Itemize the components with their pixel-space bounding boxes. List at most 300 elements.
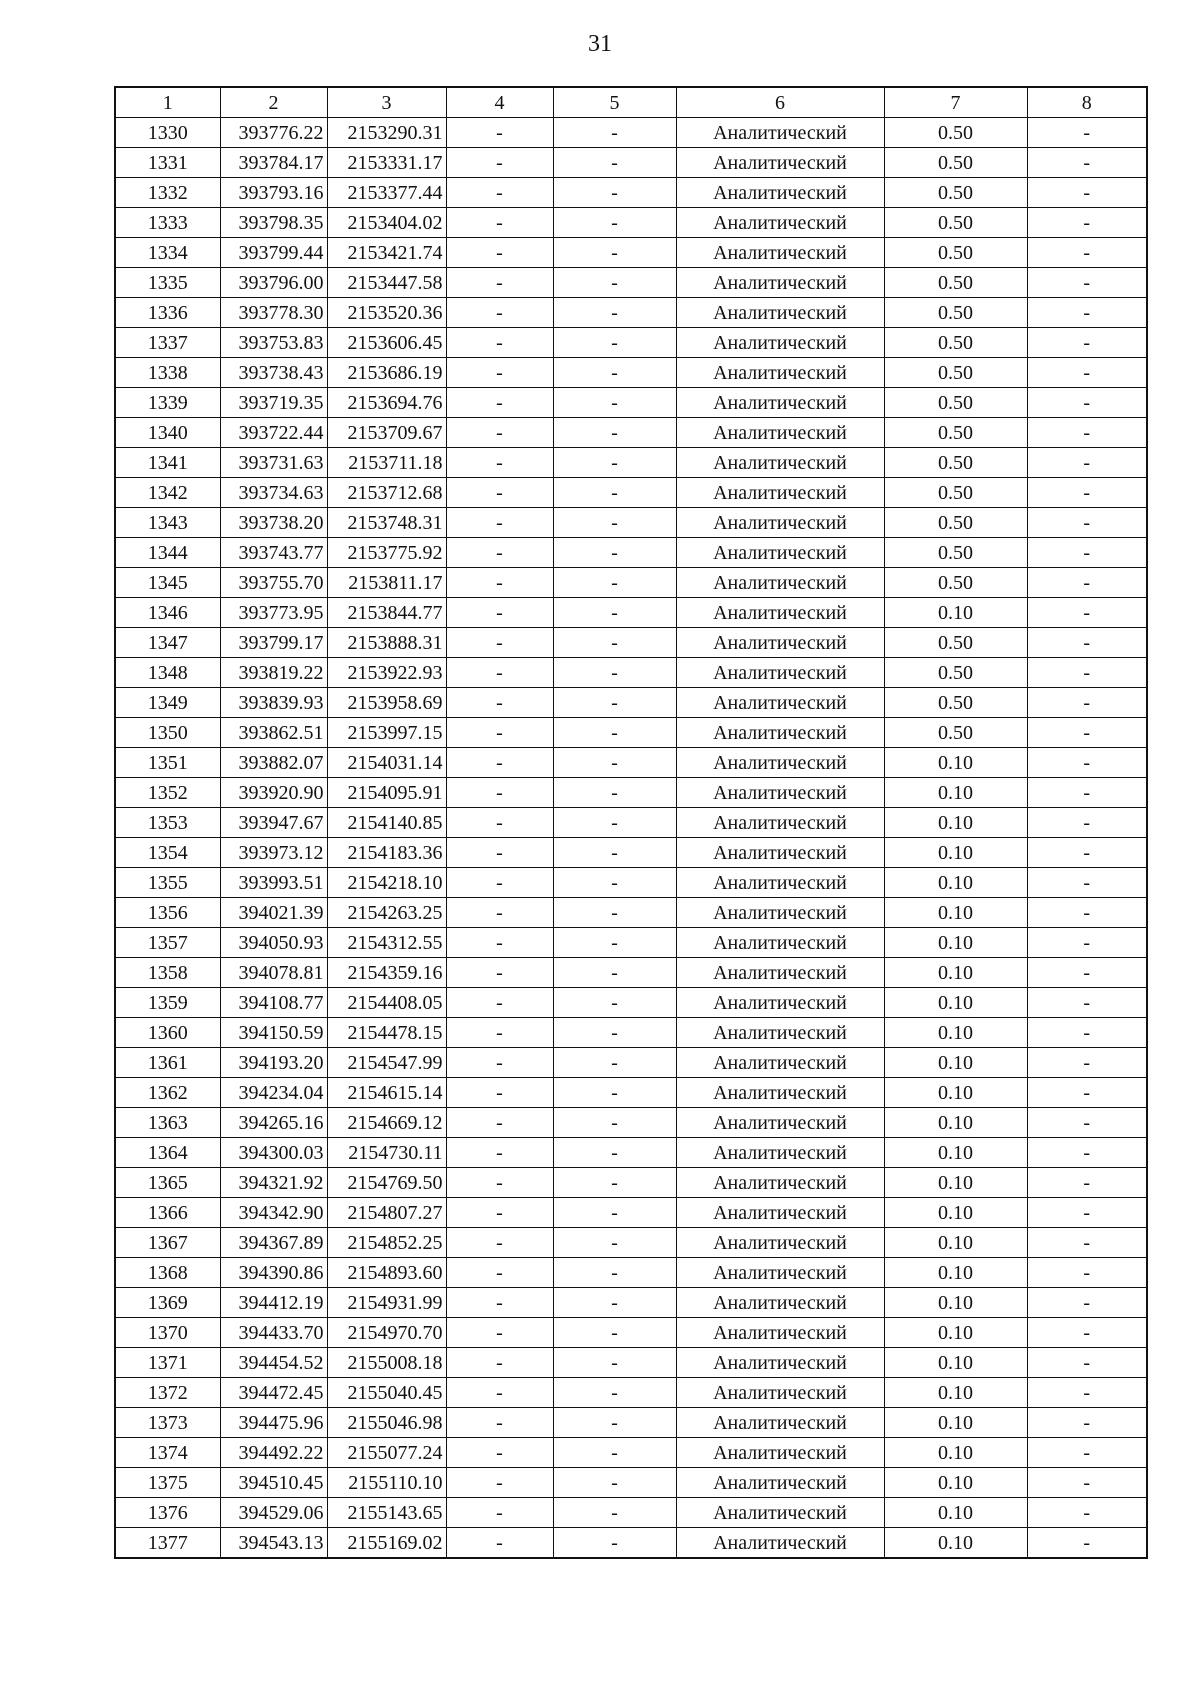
column-4-cell: - (446, 508, 553, 538)
point-number-cell: 1376 (115, 1498, 220, 1528)
x-coordinate-cell: 393819.22 (220, 658, 327, 688)
point-number-cell: 1347 (115, 628, 220, 658)
table-row (115, 178, 1147, 208)
table-header-row (115, 87, 1147, 118)
table-row (115, 1498, 1147, 1528)
point-number-cell: 1356 (115, 898, 220, 928)
column-8-cell: - (1027, 1468, 1147, 1498)
column-8-cell: - (1027, 388, 1147, 418)
point-number-cell: 1361 (115, 1048, 220, 1078)
x-coordinate-cell: 393773.95 (220, 598, 327, 628)
column-5-cell: - (553, 568, 676, 598)
y-coordinate-cell: 2153421.74 (327, 238, 446, 268)
method-cell: Аналитический (676, 448, 884, 478)
method-cell: Аналитический (676, 628, 884, 658)
column-8-cell: - (1027, 1498, 1147, 1528)
column-5-cell: - (553, 718, 676, 748)
column-4-cell: - (446, 778, 553, 808)
column-4-cell: - (446, 1018, 553, 1048)
accuracy-cell: 0.10 (884, 1318, 1027, 1348)
point-number-cell: 1375 (115, 1468, 220, 1498)
column-5-cell: - (553, 1018, 676, 1048)
accuracy-cell: 0.10 (884, 1348, 1027, 1378)
column-8-cell: - (1027, 1048, 1147, 1078)
accuracy-cell: 0.50 (884, 358, 1027, 388)
column-8-cell: - (1027, 268, 1147, 298)
table-row (115, 298, 1147, 328)
column-header: 2 (220, 87, 327, 118)
x-coordinate-cell: 394543.13 (220, 1528, 327, 1559)
method-cell: Аналитический (676, 1258, 884, 1288)
column-5-cell: - (553, 1498, 676, 1528)
column-8-cell: - (1027, 808, 1147, 838)
y-coordinate-cell: 2154263.25 (327, 898, 446, 928)
column-4-cell: - (446, 808, 553, 838)
column-8-cell: - (1027, 178, 1147, 208)
method-cell: Аналитический (676, 1138, 884, 1168)
column-4-cell: - (446, 898, 553, 928)
column-8-cell: - (1027, 1018, 1147, 1048)
column-4-cell: - (446, 538, 553, 568)
y-coordinate-cell: 2153958.69 (327, 688, 446, 718)
column-5-cell: - (553, 898, 676, 928)
x-coordinate-cell: 393862.51 (220, 718, 327, 748)
y-coordinate-cell: 2155169.02 (327, 1528, 446, 1559)
column-5-cell: - (553, 1048, 676, 1078)
method-cell: Аналитический (676, 1048, 884, 1078)
method-cell: Аналитический (676, 388, 884, 418)
table-row (115, 358, 1147, 388)
column-8-cell: - (1027, 508, 1147, 538)
column-4-cell: - (446, 418, 553, 448)
point-number-cell: 1367 (115, 1228, 220, 1258)
method-cell: Аналитический (676, 1078, 884, 1108)
y-coordinate-cell: 2153811.17 (327, 568, 446, 598)
column-8-cell: - (1027, 1198, 1147, 1228)
method-cell: Аналитический (676, 1018, 884, 1048)
accuracy-cell: 0.50 (884, 328, 1027, 358)
column-8-cell: - (1027, 1378, 1147, 1408)
column-4-cell: - (446, 928, 553, 958)
accuracy-cell: 0.10 (884, 1288, 1027, 1318)
table-row (115, 1078, 1147, 1108)
table-row (115, 1048, 1147, 1078)
column-8-cell: - (1027, 1438, 1147, 1468)
column-5-cell: - (553, 1228, 676, 1258)
method-cell: Аналитический (676, 1498, 884, 1528)
y-coordinate-cell: 2155008.18 (327, 1348, 446, 1378)
x-coordinate-cell: 393920.90 (220, 778, 327, 808)
column-8-cell: - (1027, 1408, 1147, 1438)
point-number-cell: 1359 (115, 988, 220, 1018)
point-number-cell: 1351 (115, 748, 220, 778)
method-cell: Аналитический (676, 1108, 884, 1138)
x-coordinate-cell: 394472.45 (220, 1378, 327, 1408)
y-coordinate-cell: 2153331.17 (327, 148, 446, 178)
method-cell: Аналитический (676, 1438, 884, 1468)
point-number-cell: 1345 (115, 568, 220, 598)
accuracy-cell: 0.10 (884, 898, 1027, 928)
column-8-cell: - (1027, 898, 1147, 928)
accuracy-cell: 0.10 (884, 1108, 1027, 1138)
column-8-cell: - (1027, 358, 1147, 388)
y-coordinate-cell: 2153290.31 (327, 118, 446, 148)
y-coordinate-cell: 2154893.60 (327, 1258, 446, 1288)
accuracy-cell: 0.50 (884, 118, 1027, 148)
x-coordinate-cell: 394108.77 (220, 988, 327, 1018)
y-coordinate-cell: 2154312.55 (327, 928, 446, 958)
column-5-cell: - (553, 388, 676, 418)
y-coordinate-cell: 2154807.27 (327, 1198, 446, 1228)
x-coordinate-cell: 394234.04 (220, 1078, 327, 1108)
table-row (115, 538, 1147, 568)
column-4-cell: - (446, 478, 553, 508)
accuracy-cell: 0.10 (884, 958, 1027, 988)
y-coordinate-cell: 2154669.12 (327, 1108, 446, 1138)
point-number-cell: 1342 (115, 478, 220, 508)
y-coordinate-cell: 2153997.15 (327, 718, 446, 748)
column-5-cell: - (553, 808, 676, 838)
x-coordinate-cell: 394193.20 (220, 1048, 327, 1078)
table-row (115, 988, 1147, 1018)
column-5-cell: - (553, 1168, 676, 1198)
column-5-cell: - (553, 238, 676, 268)
column-8-cell: - (1027, 1348, 1147, 1378)
y-coordinate-cell: 2155077.24 (327, 1438, 446, 1468)
accuracy-cell: 0.10 (884, 838, 1027, 868)
column-4-cell: - (446, 148, 553, 178)
column-8-cell: - (1027, 208, 1147, 238)
table-row (115, 118, 1147, 148)
column-header: 5 (553, 87, 676, 118)
method-cell: Аналитический (676, 988, 884, 1018)
point-number-cell: 1337 (115, 328, 220, 358)
column-8-cell: - (1027, 838, 1147, 868)
table-row (115, 1528, 1147, 1559)
column-8-cell: - (1027, 628, 1147, 658)
method-cell: Аналитический (676, 868, 884, 898)
point-number-cell: 1362 (115, 1078, 220, 1108)
column-4-cell: - (446, 628, 553, 658)
column-8-cell: - (1027, 238, 1147, 268)
table-row (115, 1168, 1147, 1198)
x-coordinate-cell: 394492.22 (220, 1438, 327, 1468)
column-5-cell: - (553, 598, 676, 628)
column-5-cell: - (553, 418, 676, 448)
column-5-cell: - (553, 838, 676, 868)
x-coordinate-cell: 393743.77 (220, 538, 327, 568)
table-row (115, 598, 1147, 628)
y-coordinate-cell: 2154931.99 (327, 1288, 446, 1318)
column-5-cell: - (553, 1288, 676, 1318)
column-8-cell: - (1027, 328, 1147, 358)
column-4-cell: - (446, 1408, 553, 1438)
point-number-cell: 1343 (115, 508, 220, 538)
table-row (115, 208, 1147, 238)
x-coordinate-cell: 394265.16 (220, 1108, 327, 1138)
column-8-cell: - (1027, 448, 1147, 478)
y-coordinate-cell: 2155143.65 (327, 1498, 446, 1528)
accuracy-cell: 0.10 (884, 1048, 1027, 1078)
accuracy-cell: 0.50 (884, 718, 1027, 748)
y-coordinate-cell: 2153712.68 (327, 478, 446, 508)
accuracy-cell: 0.10 (884, 778, 1027, 808)
method-cell: Аналитический (676, 1168, 884, 1198)
y-coordinate-cell: 2154852.25 (327, 1228, 446, 1258)
table-row (115, 1258, 1147, 1288)
point-number-cell: 1366 (115, 1198, 220, 1228)
accuracy-cell: 0.10 (884, 868, 1027, 898)
accuracy-cell: 0.10 (884, 1468, 1027, 1498)
x-coordinate-cell: 393793.16 (220, 178, 327, 208)
accuracy-cell: 0.10 (884, 1138, 1027, 1168)
column-5-cell: - (553, 1318, 676, 1348)
accuracy-cell: 0.10 (884, 1378, 1027, 1408)
method-cell: Аналитический (676, 1468, 884, 1498)
column-8-cell: - (1027, 1288, 1147, 1318)
y-coordinate-cell: 2153686.19 (327, 358, 446, 388)
x-coordinate-cell: 393738.20 (220, 508, 327, 538)
table-row (115, 328, 1147, 358)
method-cell: Аналитический (676, 268, 884, 298)
column-header: 1 (115, 87, 220, 118)
accuracy-cell: 0.50 (884, 388, 1027, 418)
point-number-cell: 1363 (115, 1108, 220, 1138)
column-8-cell: - (1027, 958, 1147, 988)
x-coordinate-cell: 393738.43 (220, 358, 327, 388)
column-4-cell: - (446, 958, 553, 988)
column-8-cell: - (1027, 778, 1147, 808)
accuracy-cell: 0.50 (884, 148, 1027, 178)
column-4-cell: - (446, 568, 553, 598)
table-row (115, 868, 1147, 898)
column-4-cell: - (446, 298, 553, 328)
x-coordinate-cell: 393755.70 (220, 568, 327, 598)
x-coordinate-cell: 394021.39 (220, 898, 327, 928)
y-coordinate-cell: 2154183.36 (327, 838, 446, 868)
column-header: 7 (884, 87, 1027, 118)
method-cell: Аналитический (676, 478, 884, 508)
point-number-cell: 1349 (115, 688, 220, 718)
point-number-cell: 1364 (115, 1138, 220, 1168)
method-cell: Аналитический (676, 208, 884, 238)
x-coordinate-cell: 394050.93 (220, 928, 327, 958)
table-row (115, 658, 1147, 688)
x-coordinate-cell: 393799.17 (220, 628, 327, 658)
column-4-cell: - (446, 388, 553, 418)
method-cell: Аналитический (676, 838, 884, 868)
y-coordinate-cell: 2154359.16 (327, 958, 446, 988)
point-number-cell: 1346 (115, 598, 220, 628)
accuracy-cell: 0.10 (884, 1258, 1027, 1288)
point-number-cell: 1354 (115, 838, 220, 868)
column-header: 3 (327, 87, 446, 118)
column-5-cell: - (553, 1138, 676, 1168)
y-coordinate-cell: 2153888.31 (327, 628, 446, 658)
table-row (115, 718, 1147, 748)
y-coordinate-cell: 2153711.18 (327, 448, 446, 478)
y-coordinate-cell: 2153748.31 (327, 508, 446, 538)
method-cell: Аналитический (676, 1378, 884, 1408)
column-4-cell: - (446, 448, 553, 478)
column-4-cell: - (446, 718, 553, 748)
point-number-cell: 1365 (115, 1168, 220, 1198)
column-8-cell: - (1027, 868, 1147, 898)
accuracy-cell: 0.50 (884, 628, 1027, 658)
column-5-cell: - (553, 148, 676, 178)
accuracy-cell: 0.10 (884, 1018, 1027, 1048)
column-8-cell: - (1027, 748, 1147, 778)
x-coordinate-cell: 393753.83 (220, 328, 327, 358)
column-4-cell: - (446, 358, 553, 388)
table-row (115, 568, 1147, 598)
y-coordinate-cell: 2154140.85 (327, 808, 446, 838)
column-4-cell: - (446, 1438, 553, 1468)
column-5-cell: - (553, 1108, 676, 1138)
table-body (115, 118, 1147, 1559)
x-coordinate-cell: 393839.93 (220, 688, 327, 718)
point-number-cell: 1355 (115, 868, 220, 898)
x-coordinate-cell: 393882.07 (220, 748, 327, 778)
x-coordinate-cell: 394300.03 (220, 1138, 327, 1168)
method-cell: Аналитический (676, 898, 884, 928)
method-cell: Аналитический (676, 1528, 884, 1559)
table-row (115, 748, 1147, 778)
page-number: 31 (588, 31, 612, 57)
column-8-cell: - (1027, 118, 1147, 148)
column-5-cell: - (553, 448, 676, 478)
table-row (115, 1438, 1147, 1468)
point-number-cell: 1373 (115, 1408, 220, 1438)
column-header: 8 (1027, 87, 1147, 118)
coordinates-table (114, 86, 1148, 1559)
y-coordinate-cell: 2153709.67 (327, 418, 446, 448)
column-4-cell: - (446, 268, 553, 298)
method-cell: Аналитический (676, 238, 884, 268)
y-coordinate-cell: 2154408.05 (327, 988, 446, 1018)
column-4-cell: - (446, 1228, 553, 1258)
accuracy-cell: 0.10 (884, 1528, 1027, 1559)
x-coordinate-cell: 393947.67 (220, 808, 327, 838)
column-5-cell: - (553, 1528, 676, 1559)
column-4-cell: - (446, 1198, 553, 1228)
y-coordinate-cell: 2154095.91 (327, 778, 446, 808)
y-coordinate-cell: 2153922.93 (327, 658, 446, 688)
point-number-cell: 1360 (115, 1018, 220, 1048)
method-cell: Аналитический (676, 1408, 884, 1438)
column-4-cell: - (446, 118, 553, 148)
method-cell: Аналитический (676, 718, 884, 748)
column-5-cell: - (553, 928, 676, 958)
column-4-cell: - (446, 838, 553, 868)
table-row (115, 1318, 1147, 1348)
table-row (115, 478, 1147, 508)
y-coordinate-cell: 2154970.70 (327, 1318, 446, 1348)
column-8-cell: - (1027, 538, 1147, 568)
column-5-cell: - (553, 508, 676, 538)
column-8-cell: - (1027, 598, 1147, 628)
method-cell: Аналитический (676, 658, 884, 688)
accuracy-cell: 0.50 (884, 538, 1027, 568)
column-8-cell: - (1027, 658, 1147, 688)
point-number-cell: 1344 (115, 538, 220, 568)
y-coordinate-cell: 2153606.45 (327, 328, 446, 358)
column-4-cell: - (446, 688, 553, 718)
point-number-cell: 1374 (115, 1438, 220, 1468)
accuracy-cell: 0.10 (884, 1408, 1027, 1438)
y-coordinate-cell: 2154769.50 (327, 1168, 446, 1198)
point-number-cell: 1368 (115, 1258, 220, 1288)
table-row (115, 268, 1147, 298)
y-coordinate-cell: 2153404.02 (327, 208, 446, 238)
accuracy-cell: 0.10 (884, 808, 1027, 838)
point-number-cell: 1330 (115, 118, 220, 148)
column-4-cell: - (446, 328, 553, 358)
column-4-cell: - (446, 598, 553, 628)
table-row (115, 388, 1147, 418)
method-cell: Аналитический (676, 538, 884, 568)
column-5-cell: - (553, 1258, 676, 1288)
column-4-cell: - (446, 1288, 553, 1318)
y-coordinate-cell: 2153694.76 (327, 388, 446, 418)
column-5-cell: - (553, 1198, 676, 1228)
accuracy-cell: 0.10 (884, 1168, 1027, 1198)
column-4-cell: - (446, 868, 553, 898)
method-cell: Аналитический (676, 1198, 884, 1228)
table-row (115, 1018, 1147, 1048)
y-coordinate-cell: 2154478.15 (327, 1018, 446, 1048)
y-coordinate-cell: 2154218.10 (327, 868, 446, 898)
table-row (115, 1198, 1147, 1228)
x-coordinate-cell: 393993.51 (220, 868, 327, 898)
column-8-cell: - (1027, 1168, 1147, 1198)
accuracy-cell: 0.50 (884, 268, 1027, 298)
method-cell: Аналитический (676, 688, 884, 718)
method-cell: Аналитический (676, 298, 884, 328)
table-row (115, 1378, 1147, 1408)
column-4-cell: - (446, 1378, 553, 1408)
point-number-cell: 1352 (115, 778, 220, 808)
column-5-cell: - (553, 988, 676, 1018)
accuracy-cell: 0.50 (884, 418, 1027, 448)
method-cell: Аналитический (676, 958, 884, 988)
table-row (115, 928, 1147, 958)
accuracy-cell: 0.10 (884, 1438, 1027, 1468)
column-4-cell: - (446, 1048, 553, 1078)
table-row (115, 1108, 1147, 1138)
point-number-cell: 1377 (115, 1528, 220, 1559)
x-coordinate-cell: 394529.06 (220, 1498, 327, 1528)
column-8-cell: - (1027, 1228, 1147, 1258)
accuracy-cell: 0.10 (884, 988, 1027, 1018)
x-coordinate-cell: 393734.63 (220, 478, 327, 508)
accuracy-cell: 0.50 (884, 178, 1027, 208)
method-cell: Аналитический (676, 598, 884, 628)
table-row (115, 418, 1147, 448)
column-5-cell: - (553, 868, 676, 898)
column-4-cell: - (446, 208, 553, 238)
table-row (115, 238, 1147, 268)
table-row (115, 898, 1147, 928)
y-coordinate-cell: 2153520.36 (327, 298, 446, 328)
column-4-cell: - (446, 1348, 553, 1378)
column-5-cell: - (553, 268, 676, 298)
table-row (115, 1348, 1147, 1378)
column-8-cell: - (1027, 418, 1147, 448)
x-coordinate-cell: 394367.89 (220, 1228, 327, 1258)
point-number-cell: 1372 (115, 1378, 220, 1408)
column-5-cell: - (553, 1378, 676, 1408)
